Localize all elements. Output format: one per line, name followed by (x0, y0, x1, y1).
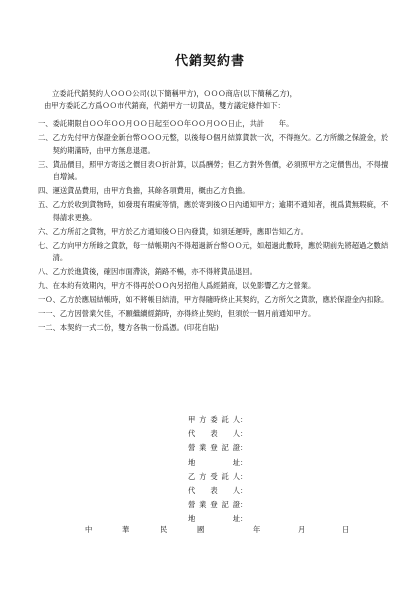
clause-item (38, 159, 390, 184)
party-label: 地址 (188, 514, 240, 524)
party-label: 營業登記證 (188, 443, 240, 453)
clause-list (38, 118, 390, 336)
clause-text: 乙方於進貨後，確因市面滯淡，銷路不暢，亦不得將貨品退回。 (52, 267, 257, 276)
party-colon: ： (240, 415, 248, 424)
clause-number: 一Ｏ、 (38, 295, 60, 304)
clause-item (38, 185, 390, 198)
clause-text: 在本約有效期內，甲方不得再於ＯＯ內另招他人爲經銷商，以免影響乙方之營業。 (52, 281, 316, 290)
clause-number: 七、 (38, 240, 53, 250)
date-char: 國 (197, 525, 205, 534)
clause-item (38, 322, 390, 335)
clause-number: 四、 (38, 186, 53, 195)
date-char: 民 (160, 525, 168, 534)
clause-text: 運送貨品費用，由甲方負擔，其餘各項費用，概由乙方負擔。 (52, 186, 250, 195)
party-colon: ： (240, 500, 248, 510)
party-row (188, 470, 247, 484)
date-char: 中 (85, 525, 93, 534)
party-label: 甲方委託人 (188, 415, 240, 424)
clause-item (38, 266, 390, 279)
clause-text: 乙方向甲方所餘之貨款，每一結帳期內不得超過新台幣ＯＯ元，如超過此數時，應於期前先將超過之數結清。 (52, 240, 389, 262)
date-day: 日 (342, 525, 350, 534)
party-label: 代表人 (188, 486, 240, 496)
clause-text: 乙方於應屆結帳時，如不將帳目結清，甲方得隨時終止其契約，乙方所欠之貨款，應於保證金內扣除。 (59, 295, 389, 304)
intro-paragraph (38, 88, 388, 112)
clause-number: 一二、 (38, 323, 60, 332)
party-label: 乙方受託人 (188, 471, 240, 481)
party-row (188, 498, 247, 512)
intro-line: 立委託代銷契約人ＯＯＯ公司(以下簡稱甲方)，ＯＯＯ商店(以下簡稱乙方)， (52, 89, 297, 98)
clause-item (38, 240, 390, 265)
clause-number: 一一、 (38, 309, 60, 318)
party-colon: ： (240, 514, 248, 524)
party-colon: ： (240, 443, 248, 453)
clause-number: 五、 (38, 200, 53, 209)
clause-item (38, 226, 390, 239)
clause-item (38, 118, 390, 131)
party-colon: ： (240, 471, 248, 481)
party-colon: ： (240, 429, 248, 439)
date-char: 華 (122, 525, 130, 534)
clause-item (38, 308, 390, 321)
document-title: 代銷契約書 (174, 54, 245, 69)
party-colon: ： (240, 486, 248, 496)
clause-text: 本契約一式二份，雙方各執一份爲憑。(印花自貼) (59, 323, 219, 332)
clause-text: 乙方因營業欠佳，不願繼續經銷時，亦得終止契約，但須於一個月前通知甲方。 (59, 309, 316, 318)
clause-number: 一、 (38, 119, 53, 128)
clause-text: 乙方於收到貨物時，如發現有瑕疵等情，應於寄到後Ｏ日內通知甲方；逾期不通知者，視爲貨無瑕疵，不得請求更換。 (52, 200, 389, 222)
clause-item (38, 280, 390, 293)
clause-number: 九、 (38, 281, 53, 290)
party-row (188, 484, 247, 498)
clause-item (38, 199, 390, 224)
party-row (188, 441, 247, 455)
clause-item (38, 132, 390, 157)
intro-line: 由甲方委託乙方爲ＯＯ市代銷商，代銷甲方一切貨品，雙方議定條件如下： (44, 101, 285, 110)
party-colon: ： (240, 457, 248, 467)
party-row (188, 427, 247, 441)
clause-number: 六、 (38, 226, 53, 236)
clause-text: 委託期限自ＯＯ年ＯＯ月ＯＯ日起至ＯＯ年ＯＯ月ＯＯ日止，共計 年。 (52, 119, 294, 128)
party-label: 營業登記證 (188, 500, 240, 510)
clause-text: 乙方所訂之貨物，甲方於乙方通知後Ｏ日內發貨，如須延遲時，應即告知乙方。 (52, 226, 308, 236)
date-year: 年 (253, 525, 261, 534)
clause-text: 乙方先付甲方保證金新台幣ＯＯＯ元整，以後每Ｏ個月結算貨款一次，不得拖欠。乙方所繳之保證金，於契約期滿時，由甲方無息退還。 (52, 133, 389, 155)
party-row (188, 413, 247, 427)
clause-number: 八、 (38, 267, 53, 276)
signature-block (188, 413, 247, 527)
clause-text: 貨品價目，照甲方寄送之價目表Ｏ折計算，以爲酬勞；但乙方對外售價，必須照甲方之定價售出，不得擅自增減。 (52, 159, 389, 181)
clause-number: 三、 (38, 159, 53, 169)
party-label: 代表人 (188, 429, 240, 439)
party-label: 地址 (188, 457, 240, 467)
clause-number: 二、 (38, 133, 53, 142)
party-row (188, 456, 247, 470)
date-month: 月 (298, 525, 306, 534)
clause-item (38, 294, 390, 307)
